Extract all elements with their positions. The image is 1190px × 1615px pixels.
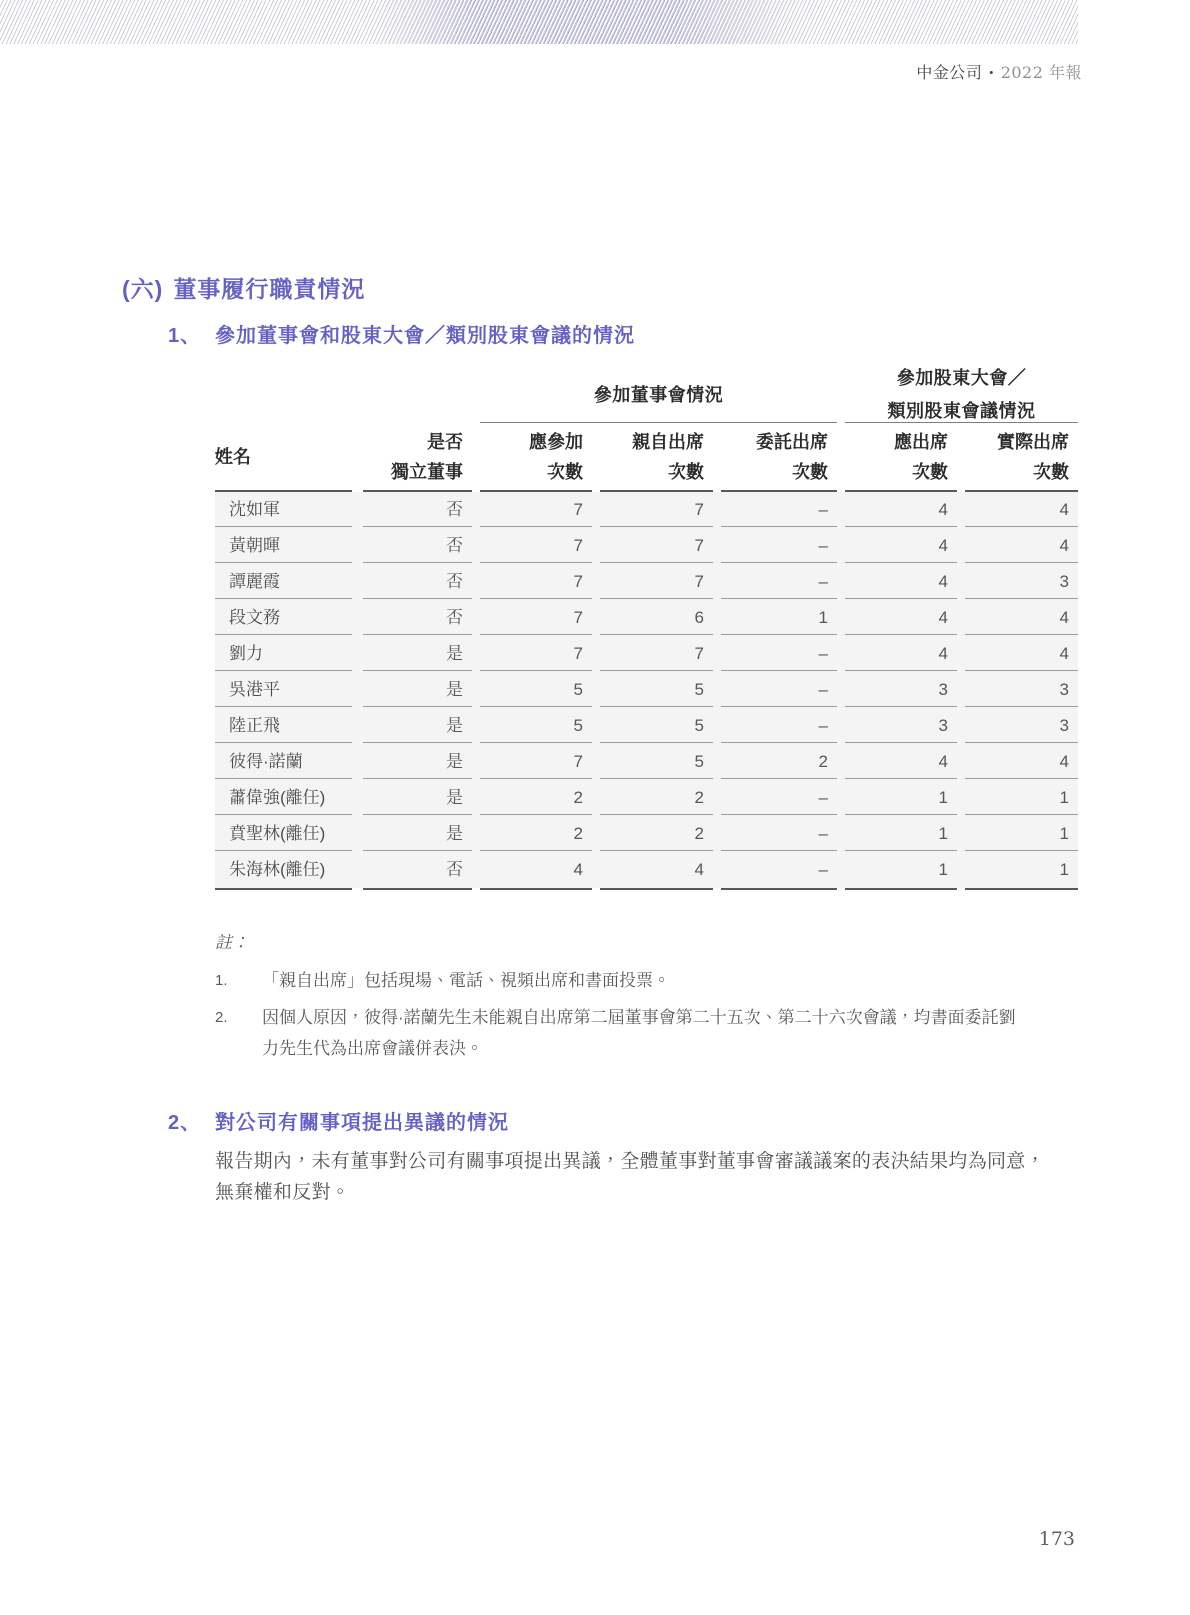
cell-board-inperson: 6 [600, 600, 713, 635]
cell-director-name: 吳港平 [215, 672, 352, 707]
cell-independent: 否 [446, 860, 463, 879]
cell-board-inperson: 5 [600, 708, 713, 743]
cell-board-required: 5 [480, 672, 592, 707]
company-name: 中金公司 [916, 65, 983, 82]
column-header-proxy-l1: 委託出席 [756, 432, 828, 452]
cell-board-required: 7 [480, 600, 592, 635]
table-row [215, 636, 1078, 672]
cell-sh-required: 4 [845, 492, 957, 527]
cell-sh-actual: 4 [965, 528, 1078, 563]
table-row [215, 852, 1078, 888]
cell-sh-actual: 1 [1059, 860, 1069, 879]
subsection-2-title: 對公司有關事項提出異議的情況 [215, 1112, 509, 1134]
column-header-required-l2: 次數 [547, 462, 583, 482]
note-item-1 [215, 965, 1030, 996]
table-row [215, 816, 1078, 852]
cell-sh-required: 4 [845, 564, 957, 599]
table-row [215, 600, 1078, 636]
cell-director-name: 陸正飛 [215, 708, 352, 743]
column-header-inperson-l2: 次數 [668, 462, 704, 482]
subsection-2-number: 2、 [168, 1112, 202, 1134]
cell-independent: 是 [363, 708, 472, 743]
column-header-independent-l2: 獨立董事 [391, 462, 463, 482]
cell-board-proxy: – [721, 672, 837, 707]
cell-board-proxy: – [721, 780, 837, 815]
cell-independent: 是 [363, 672, 472, 707]
cell-sh-required: 3 [845, 708, 957, 743]
cell-director-name: 劉力 [215, 636, 352, 671]
cell-board-proxy: – [721, 708, 837, 743]
cell-sh-actual: 1 [965, 780, 1078, 815]
cell-sh-required: 3 [845, 672, 957, 707]
cell-board-proxy: – [721, 816, 837, 851]
table-row [215, 528, 1078, 564]
cell-director-name: 朱海林(離任) [229, 860, 326, 879]
cell-board-proxy: 2 [721, 744, 837, 779]
cell-sh-required: 4 [845, 744, 957, 779]
group-header-shareholder-meetings-line2: 類別股東會議情況 [887, 401, 1036, 421]
attendance-table [215, 355, 1078, 895]
column-header-sh-required-l2: 次數 [912, 462, 948, 482]
cell-director-name: 黃朝暉 [215, 528, 352, 563]
cell-board-required: 2 [480, 816, 592, 851]
table-row [215, 780, 1078, 816]
subsection-2-body: 報告期內，未有董事對公司有關事項提出異議，全體董事對董事會審議議案的表決結果均為同意，無棄權和反對。 [215, 1151, 1045, 1203]
cell-independent: 是 [363, 636, 472, 671]
cell-independent: 是 [363, 780, 472, 815]
cell-director-name: 譚麗霞 [215, 564, 352, 599]
table-row [215, 672, 1078, 708]
cell-board-inperson: 4 [694, 860, 704, 879]
cell-board-required: 5 [480, 708, 592, 743]
note-item-2 [215, 1002, 1030, 1064]
cell-sh-actual: 1 [965, 816, 1078, 851]
cell-independent: 是 [363, 816, 472, 851]
cell-board-inperson: 7 [600, 636, 713, 671]
section-number: (六) [122, 276, 164, 302]
cell-sh-actual: 4 [965, 744, 1078, 779]
cell-board-inperson: 2 [600, 780, 713, 815]
cell-independent: 是 [363, 744, 472, 779]
cell-independent: 否 [363, 528, 472, 563]
cell-board-inperson: 7 [600, 564, 713, 599]
cell-sh-actual: 4 [965, 492, 1078, 527]
note-2-text: 因個人原因，彼得·諾蘭先生未能親自出席第二屆董事會第二十五次、第二十六次會議，均書面委託劉力先生代為出席會議併表決。 [262, 1008, 1016, 1058]
notes-label: 註： [215, 933, 249, 952]
table-row [215, 708, 1078, 744]
table-body [215, 492, 1078, 888]
cell-sh-required: 4 [845, 636, 957, 671]
subsection-1-number: 1、 [168, 325, 202, 347]
group-header-board-meetings: 參加董事會情況 [593, 385, 724, 405]
cell-board-inperson: 5 [600, 672, 713, 707]
cell-director-name: 彼得·諾蘭 [215, 744, 352, 779]
cell-sh-required: 4 [845, 600, 957, 635]
cell-board-required: 7 [480, 564, 592, 599]
cell-board-required: 2 [480, 780, 592, 815]
cell-board-proxy: – [721, 564, 837, 599]
column-header-required-l1: 應參加 [529, 432, 583, 452]
table-row [215, 492, 1078, 528]
cell-board-inperson: 5 [600, 744, 713, 779]
cell-board-proxy: – [721, 636, 837, 671]
cell-sh-required: 4 [845, 528, 957, 563]
cell-board-inperson: 2 [600, 816, 713, 851]
cell-director-name: 段文務 [215, 600, 352, 635]
page-number: 173 [1038, 1528, 1075, 1550]
bullet-separator: • [989, 67, 994, 79]
cell-independent: 否 [363, 600, 472, 635]
cell-director-name: 蕭偉強(離任) [215, 780, 352, 815]
cell-board-inperson: 7 [600, 492, 713, 527]
cell-director-name: 沈如軍 [215, 492, 352, 527]
section-heading [122, 271, 365, 304]
cell-board-proxy: – [721, 492, 837, 527]
column-header-sh-actual-l1: 實際出席 [997, 432, 1069, 452]
table-row [215, 564, 1078, 600]
column-header-proxy-l2: 次數 [792, 462, 828, 482]
cell-independent: 否 [363, 564, 472, 599]
cell-sh-actual: 3 [965, 564, 1078, 599]
cell-sh-actual: 3 [965, 708, 1078, 743]
column-header-sh-actual-l2: 次數 [1033, 462, 1069, 482]
cell-sh-required: 1 [845, 816, 957, 851]
cell-board-required: 7 [480, 636, 592, 671]
table-row [215, 744, 1078, 780]
column-header-name: 姓名 [215, 447, 251, 467]
cell-sh-actual: 3 [965, 672, 1078, 707]
cell-board-required: 4 [573, 860, 583, 879]
group-header-shareholder-meetings-line1: 參加股東大會／ [896, 368, 1027, 388]
column-header-sh-required-l1: 應出席 [894, 432, 948, 452]
cell-board-proxy: – [818, 860, 828, 879]
top-hatch-tint [368, 0, 806, 44]
cell-sh-required: 1 [845, 780, 957, 815]
subsection-2-heading [168, 1106, 509, 1135]
cell-board-required: 7 [480, 744, 592, 779]
subsection-1-heading [168, 319, 635, 348]
top-hatch-decoration [0, 0, 1078, 44]
running-header [916, 60, 1082, 83]
cell-independent: 否 [363, 492, 472, 527]
cell-sh-actual: 4 [965, 636, 1078, 671]
cell-sh-required: 1 [938, 860, 948, 879]
group2-underline [845, 422, 1078, 423]
column-header-independent-l1: 是否 [427, 432, 463, 452]
cell-board-inperson: 7 [600, 528, 713, 563]
note-1-text: 「親自出席」包括現場、電話、視頻出席和書面投票。 [262, 971, 670, 990]
cell-board-proxy: 1 [721, 600, 837, 635]
group1-underline [480, 422, 837, 423]
note-2-number: 2. [215, 1009, 228, 1026]
subsection-1-title: 參加董事會和股東大會／類別股東會議的情況 [215, 325, 635, 347]
cell-board-required: 7 [480, 528, 592, 563]
note-1-number: 1. [215, 972, 228, 989]
section-title: 董事履行職責情況 [173, 276, 366, 302]
cell-board-proxy: – [721, 528, 837, 563]
column-header-inperson-l1: 親自出席 [632, 432, 704, 452]
cell-sh-actual: 4 [965, 600, 1078, 635]
report-year: 2022 年報 [1000, 63, 1082, 82]
cell-director-name: 賁聖林(離任) [215, 816, 352, 851]
cell-board-required: 7 [480, 492, 592, 527]
